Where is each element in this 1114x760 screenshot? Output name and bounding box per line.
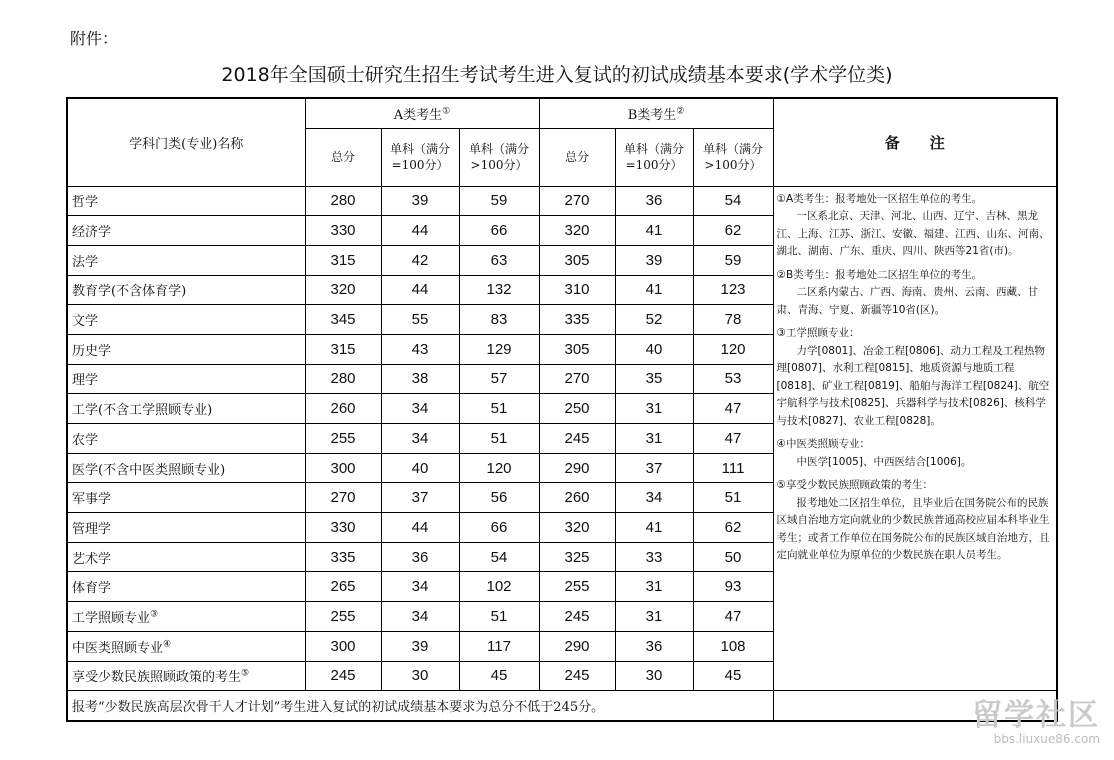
b-single-gt100-cell: 54: [693, 186, 773, 216]
note-heading: ①A类考生：报考地处一区招生单位的考生。: [776, 192, 983, 205]
subject-name-cell: [67, 216, 305, 246]
note-item: [777, 267, 1053, 320]
a-total-cell: 280: [305, 364, 381, 394]
b-total-cell: 245: [539, 602, 615, 632]
b-single-gt100-cell: 93: [693, 572, 773, 602]
b-single-gt100-cell: 78: [693, 305, 773, 335]
b-single-le100-cell: 39: [615, 245, 693, 275]
note-body: 二区系内蒙古、广西、海南、贵州、云南、西藏、甘肃、青海、宁夏、新疆等10省(区)。: [776, 286, 1039, 316]
a-single-gt100-cell: 66: [459, 513, 539, 543]
a-single-gt100-cell: 54: [459, 542, 539, 572]
a-single-gt100-line2: >100分）: [470, 158, 528, 172]
b-total-cell: 290: [539, 631, 615, 661]
a-single-le100-cell: 30: [381, 661, 459, 691]
b-single-le100-cell: 36: [615, 186, 693, 216]
a-single-gt100-cell: 56: [459, 483, 539, 513]
group-b-label: B类考生: [627, 107, 677, 123]
subject-name-cell: [67, 186, 305, 216]
b-total-cell: 260: [539, 483, 615, 513]
b-single-gt100-line2: >100分）: [704, 158, 762, 172]
subject-sup: ④: [163, 639, 172, 650]
a-single-gt100-cell: 129: [459, 334, 539, 364]
b-single-le100-cell: 41: [615, 216, 693, 246]
b-single-gt100-line1: 单科（满分: [703, 142, 764, 156]
a-total-cell: 300: [305, 453, 381, 483]
a-single-gt100-cell: 120: [459, 453, 539, 483]
b-total-cell: 270: [539, 364, 615, 394]
subject-name: 理学: [72, 373, 99, 389]
b-single-gt100-cell: 62: [693, 216, 773, 246]
b-single-le100-cell: 52: [615, 305, 693, 335]
subject-name-cell: [67, 334, 305, 364]
a-total-cell: 330: [305, 513, 381, 543]
subject-name-cell: [67, 305, 305, 335]
b-single-le100-cell: 30: [615, 661, 693, 691]
subject-name: 管理学: [72, 521, 112, 537]
subject-name: 农学: [72, 432, 99, 448]
a-single-le100-cell: 43: [381, 334, 459, 364]
subject-name-cell: [67, 602, 305, 632]
a-total-cell: 280: [305, 186, 381, 216]
b-total-cell: 305: [539, 245, 615, 275]
footer-note: 报考“少数民族高层次骨干人才计划”考生进入复试的初试成绩基本要求为总分不低于245分。: [67, 691, 773, 721]
b-single-gt100-cell: 59: [693, 245, 773, 275]
b-total-cell: 310: [539, 275, 615, 305]
b-single-le100-line2: =100分）: [625, 158, 683, 172]
b-total-header: 总分: [539, 128, 615, 186]
a-single-le100-cell: 34: [381, 424, 459, 454]
subject-name-cell: [67, 572, 305, 602]
subject-sup: ③: [150, 609, 159, 620]
a-single-le100-cell: 37: [381, 483, 459, 513]
b-single-le100-cell: 31: [615, 394, 693, 424]
note-heading: ④中医类照顾专业：: [776, 438, 870, 450]
a-single-le100-cell: 40: [381, 453, 459, 483]
a-single-gt100-cell: 63: [459, 245, 539, 275]
b-single-le100-cell: 36: [615, 631, 693, 661]
a-total-cell: 255: [305, 602, 381, 632]
note-heading: ⑤享受少数民族照顾政策的考生：: [776, 479, 933, 491]
a-total-cell: 270: [305, 483, 381, 513]
group-b-sup: ②: [676, 106, 685, 117]
table-body: [67, 186, 1057, 721]
b-single-gt100-cell: 53: [693, 364, 773, 394]
note-body: 报考地处二区招生单位，且毕业后在国务院公布的民族区域自治地方定向就业的少数民族普通高校应届本科毕业生考生；或者工作单位在国务院公布的民族区域自治地方，且定向就业单位为原单位的少数民族在职人员考生。: [776, 496, 1050, 561]
subject-name-cell: [67, 542, 305, 572]
subject-name: 历史学: [72, 343, 112, 359]
a-single-le100-cell: 34: [381, 602, 459, 632]
subject-name-cell: [67, 661, 305, 691]
b-single-le100-cell: 34: [615, 483, 693, 513]
b-total-cell: 305: [539, 334, 615, 364]
a-single-gt100-cell: 51: [459, 394, 539, 424]
b-total-cell: 290: [539, 453, 615, 483]
a-total-cell: 255: [305, 424, 381, 454]
subject-name-cell: [67, 513, 305, 543]
a-single-le100-cell: 42: [381, 245, 459, 275]
note-item: [777, 477, 1053, 565]
a-single-gt100-cell: 102: [459, 572, 539, 602]
group-a-header: [305, 98, 539, 128]
a-single-le100-cell: 55: [381, 305, 459, 335]
a-single-le100-cell: 34: [381, 572, 459, 602]
subject-name-cell: [67, 631, 305, 661]
subject-name: 享受少数民族照顾政策的考生: [72, 670, 242, 686]
a-single-gt100-cell: 57: [459, 364, 539, 394]
b-single-gt100-cell: 47: [693, 602, 773, 632]
subject-name-cell: [67, 424, 305, 454]
note-heading: ②B类考生：报考地处二区招生单位的考生。: [776, 268, 983, 281]
b-single-le100-cell: 40: [615, 334, 693, 364]
notes-cell: [773, 186, 1057, 691]
score-table: [66, 97, 1058, 722]
note-body: 中医学[1005]、中西医结合[1006]。: [796, 455, 972, 468]
b-single-le100-cell: 31: [615, 424, 693, 454]
b-single-gt100-cell: 108: [693, 631, 773, 661]
b-single-gt100-cell: 45: [693, 661, 773, 691]
b-single-le100-line1: 单科（满分: [623, 142, 684, 156]
subject-header: 学科门类(专业)名称: [67, 98, 305, 186]
note-body: 力学[0801]、冶金工程[0806]、动力工程及工程热物理[0807]、水利工程[0815]、地质资源与地质工程[0818]、矿业工程[0819]、船舶与海洋工程[0824]、航空宇航科学与技术[0825]、兵器科学与技术[0826]、核科学与技术[0827]、农业工程[0828]。: [776, 344, 1050, 427]
b-single-gt100-cell: 51: [693, 483, 773, 513]
a-single-le100-cell: 44: [381, 275, 459, 305]
group-b-header: [539, 98, 773, 128]
b-total-cell: 325: [539, 542, 615, 572]
a-single-gt100-cell: 45: [459, 661, 539, 691]
subject-name-cell: [67, 394, 305, 424]
a-single-le100-line1: 单科（满分: [389, 142, 450, 156]
b-total-cell: 320: [539, 216, 615, 246]
note-item: [777, 325, 1053, 430]
a-single-le100-line2: =100分）: [391, 158, 449, 172]
a-single-gt100-cell: 51: [459, 602, 539, 632]
notes-header: 备注: [773, 98, 1057, 186]
a-single-le100-cell: 38: [381, 364, 459, 394]
note-heading: ③工学照顾专业：: [776, 327, 860, 339]
subject-name: 艺术学: [72, 551, 112, 567]
a-total-cell: 315: [305, 245, 381, 275]
a-single-le100-header: [381, 128, 459, 186]
b-single-gt100-cell: 50: [693, 542, 773, 572]
a-single-gt100-cell: 51: [459, 424, 539, 454]
subject-name: 教育学(不含体育学): [72, 284, 187, 300]
b-total-cell: 245: [539, 424, 615, 454]
subject-name: 中医类照顾专业: [72, 640, 164, 656]
a-total-cell: 245: [305, 661, 381, 691]
note-item: [777, 191, 1053, 261]
a-single-le100-cell: 44: [381, 216, 459, 246]
a-total-cell: 315: [305, 334, 381, 364]
group-a-sup: ①: [442, 106, 451, 117]
b-single-le100-cell: 41: [615, 275, 693, 305]
a-single-gt100-cell: 66: [459, 216, 539, 246]
page-title: 2018年全国硕士研究生招生考试考生进入复试的初试成绩基本要求(学术学位类): [221, 64, 893, 86]
b-total-cell: 335: [539, 305, 615, 335]
watermark: [972, 700, 1100, 746]
a-total-cell: 335: [305, 542, 381, 572]
a-single-gt100-header: [459, 128, 539, 186]
b-single-le100-header: [615, 128, 693, 186]
a-single-gt100-cell: 83: [459, 305, 539, 335]
a-total-cell: 320: [305, 275, 381, 305]
footer-row: [67, 691, 1057, 721]
a-single-le100-cell: 39: [381, 186, 459, 216]
subject-name-cell: [67, 275, 305, 305]
subject-name-cell: [67, 245, 305, 275]
watermark-logo-text: 留学社区: [972, 698, 1100, 733]
b-single-gt100-cell: 111: [693, 453, 773, 483]
note-body: 一区系北京、天津、河北、山西、辽宁、吉林、黑龙江、上海、江苏、浙江、安徽、福建、江西、山东、河南、湖北、湖南、广东、重庆、四川、陕西等21省(市)。: [776, 210, 1050, 257]
b-single-le100-cell: 41: [615, 513, 693, 543]
a-total-cell: 330: [305, 216, 381, 246]
subject-name: 法学: [72, 254, 99, 270]
subject-name: 体育学: [72, 581, 112, 597]
header-row-1: [67, 98, 1057, 128]
a-single-le100-cell: 36: [381, 542, 459, 572]
subject-name: 经济学: [72, 225, 112, 241]
a-total-cell: 345: [305, 305, 381, 335]
subject-name: 工学(不含工学照顾专业): [72, 403, 213, 419]
subject-sup: ⑤: [241, 669, 250, 680]
a-total-cell: 260: [305, 394, 381, 424]
b-total-cell: 250: [539, 394, 615, 424]
a-total-header: 总分: [305, 128, 381, 186]
b-single-le100-cell: 37: [615, 453, 693, 483]
group-a-label: A类考生: [393, 107, 443, 123]
b-single-le100-cell: 31: [615, 602, 693, 632]
watermark-url: bbs.liuxue86.com: [993, 732, 1100, 746]
a-total-cell: 265: [305, 572, 381, 602]
a-single-gt100-cell: 117: [459, 631, 539, 661]
b-single-gt100-header: [693, 128, 773, 186]
subject-name: 哲学: [72, 195, 99, 211]
table-row: [67, 186, 1057, 216]
b-single-le100-cell: 31: [615, 572, 693, 602]
a-single-gt100-cell: 132: [459, 275, 539, 305]
a-single-gt100-line1: 单科（满分: [468, 142, 529, 156]
b-single-gt100-cell: 47: [693, 424, 773, 454]
attachment-label: 附件：: [70, 29, 119, 48]
subject-name-cell: [67, 483, 305, 513]
b-single-le100-cell: 35: [615, 364, 693, 394]
a-single-gt100-cell: 59: [459, 186, 539, 216]
a-total-cell: 300: [305, 631, 381, 661]
a-single-le100-cell: 44: [381, 513, 459, 543]
b-total-cell: 245: [539, 661, 615, 691]
note-item: [777, 436, 1053, 471]
b-total-cell: 255: [539, 572, 615, 602]
subject-name: 军事学: [72, 492, 112, 508]
b-single-gt100-cell: 123: [693, 275, 773, 305]
b-single-le100-cell: 33: [615, 542, 693, 572]
b-total-cell: 320: [539, 513, 615, 543]
subject-name: 医学(不含中医类照顾专业): [72, 462, 226, 478]
a-single-le100-cell: 39: [381, 631, 459, 661]
b-single-gt100-cell: 62: [693, 513, 773, 543]
subject-name-cell: [67, 453, 305, 483]
subject-name: 工学照顾专业: [72, 610, 151, 626]
a-single-le100-cell: 34: [381, 394, 459, 424]
b-single-gt100-cell: 47: [693, 394, 773, 424]
subject-name: 文学: [72, 314, 99, 330]
b-single-gt100-cell: 120: [693, 334, 773, 364]
b-total-cell: 270: [539, 186, 615, 216]
subject-name-cell: [67, 364, 305, 394]
